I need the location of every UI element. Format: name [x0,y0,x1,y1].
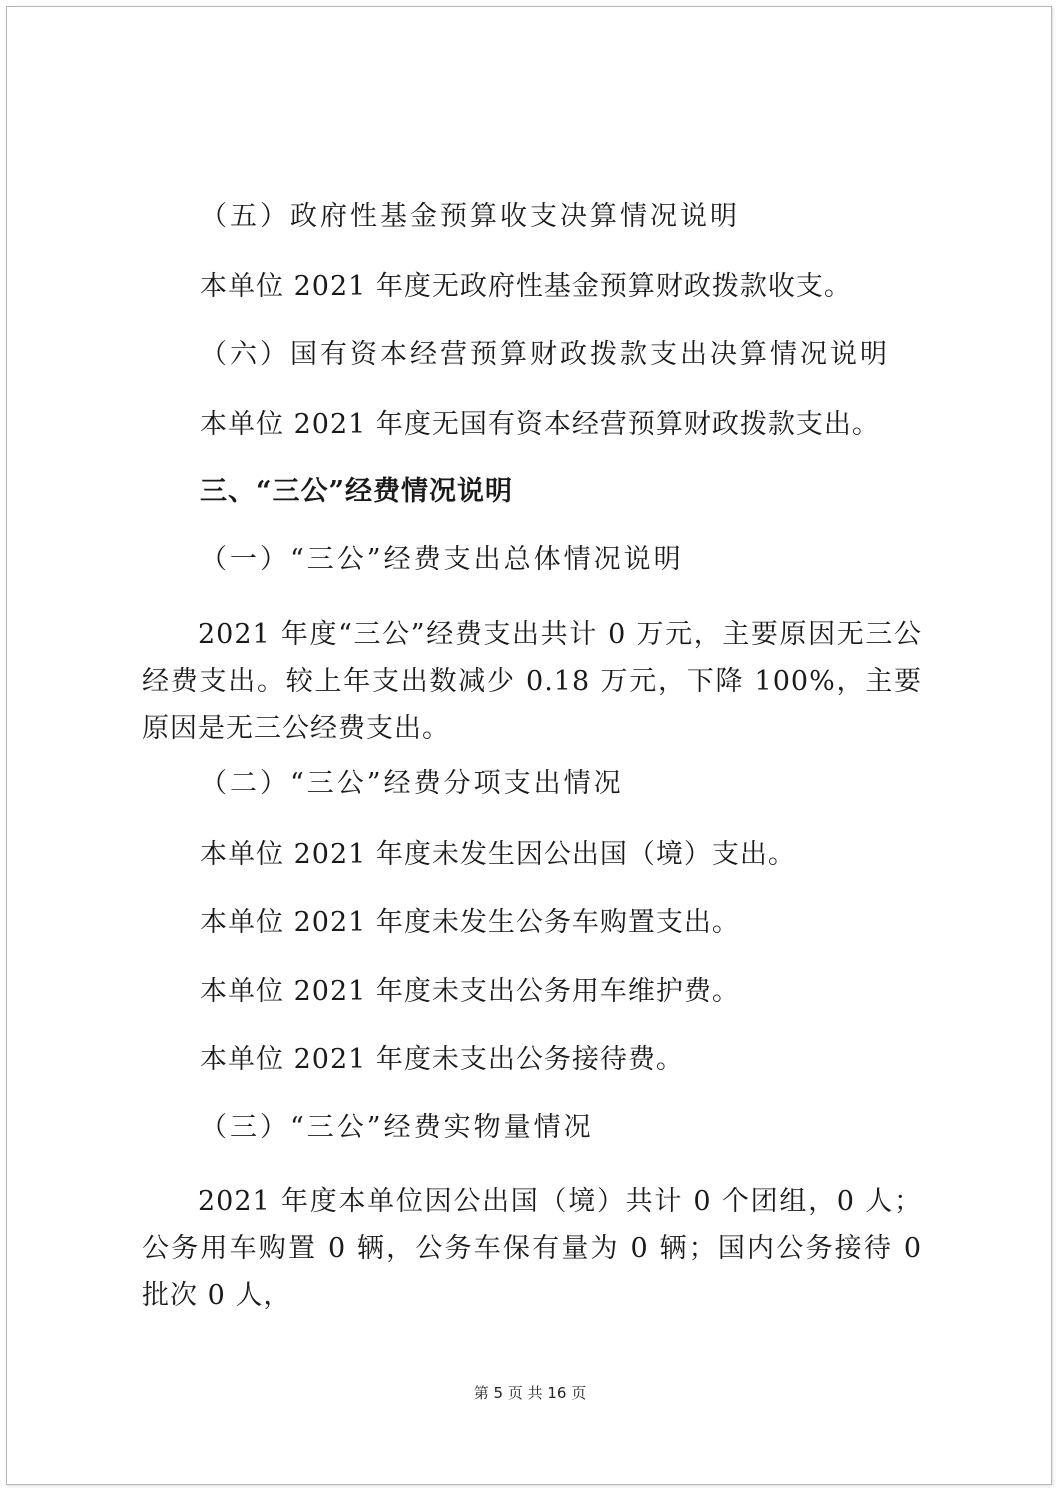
paragraph-vehicle-purchase: 本单位 2021 年度未发生公务车购置支出。 [200,907,740,938]
paragraph-vehicle-maintenance: 本单位 2021 年度未支出公务用车维护费。 [200,976,740,1007]
paragraph-physical: 2021 年度本单位因公出国（境）共计 0 个团组，0 人；公务用车购置 0 辆，公务车保有量为 0 辆；国内公务接待 0 批次 0 人， [142,1186,922,1311]
paragraph-reception: 本单位 2021 年度未支出公务接待费。 [200,1044,684,1075]
section-heading-total: （一）“三公”经费支出总体情况说明 [200,544,684,575]
paragraph-state-capital: 本单位 2021 年度无国有资本经营预算财政拨款支出。 [200,409,880,440]
page-number-footer: 第 5 页 共 16 页 [473,1384,587,1402]
section-heading-physical: （三）“三公”经费实物量情况 [200,1112,594,1143]
chapter-heading-three-public: 三、“三公”经费情况说明 [200,476,514,507]
paragraph-total: 2021 年度“三公”经费支出共计 0 万元，主要原因无三公经费支出。较上年支出数减少 0.18 万元，下降 100%，主要原因是无三公经费支出。 [142,619,922,744]
paragraph-abroad: 本单位 2021 年度未发生因公出国（境）支出。 [200,839,796,870]
paragraph-government-fund: 本单位 2021 年度无政府性基金预算财政拨款收支。 [200,271,852,302]
section-heading-government-fund: （五）政府性基金预算收支决算情况说明 [200,201,740,232]
section-heading-state-capital: （六）国有资本经营预算财政拨款支出决算情况说明 [200,339,890,370]
section-heading-itemized: （二）“三公”经费分项支出情况 [200,768,624,799]
